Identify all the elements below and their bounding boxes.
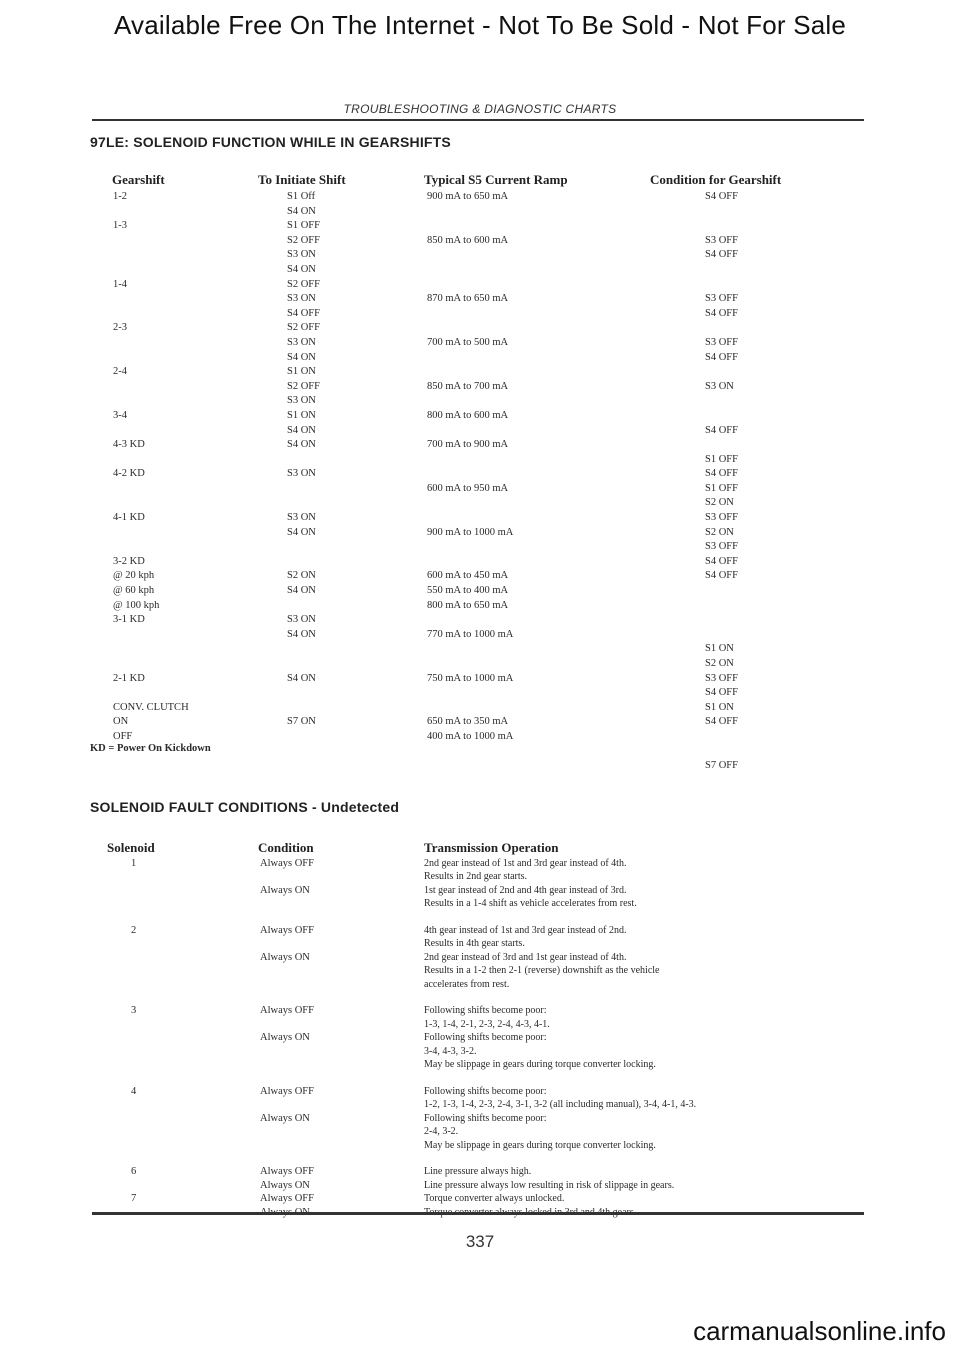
condition-column	[705, 190, 738, 774]
current-ramp-cell: 400 mA to 1000 mA	[427, 730, 514, 742]
initiate-shift-cell: S3 ON	[287, 512, 316, 524]
solenoid-cell	[131, 870, 136, 883]
solenoid-cell	[131, 911, 136, 924]
initiate-shift-cell: S2 OFF	[287, 234, 320, 246]
gearshift-cell	[113, 234, 189, 249]
condition-cell: S4 OFF	[705, 249, 738, 261]
transmission-operation-cell: Results in 4th gear starts.	[424, 938, 525, 950]
gearshift-cell: OFF	[113, 730, 133, 742]
gearshift-cell	[113, 336, 189, 351]
fault-condition-cell: Always ON	[260, 1032, 310, 1044]
condition-cell: S4 OFF	[705, 424, 738, 436]
solenoid-cell	[131, 897, 136, 910]
solenoid-cell	[131, 1098, 136, 1111]
solenoid-cell: 3	[131, 1005, 137, 1017]
initiate-shift-cell	[287, 701, 320, 716]
transmission-operation-cell: Line pressure always high.	[424, 1166, 532, 1178]
column-header-initiate-shift: To Initiate Shift	[258, 172, 346, 187]
transmission-operation-cell: 4th gear instead of 1st and 3rd gear instead of 2nd.	[424, 925, 627, 937]
gearshift-cell	[113, 380, 189, 395]
transmission-operation-cell: 2nd gear instead of 3rd and 1st gear instead of 4th.	[424, 951, 627, 963]
fault-condition-cell	[260, 1072, 314, 1085]
gearshift-cell	[113, 394, 189, 409]
column-header-current-ramp: Typical S5 Current Ramp	[424, 172, 568, 187]
current-ramp-cell	[427, 686, 513, 701]
gearshift-cell	[113, 526, 189, 541]
initiate-shift-cell: S7 ON	[287, 716, 316, 728]
transmission-operation-cell	[424, 911, 696, 924]
fault-condition-cell	[260, 1125, 314, 1138]
condition-cell	[705, 628, 738, 643]
gearshift-cell: 3-2 KD	[113, 555, 145, 567]
gearshift-cell: @ 100 kph	[113, 599, 160, 611]
condition-cell: S2 ON	[705, 658, 734, 669]
gearshift-cell: ON	[113, 716, 129, 728]
initiate-shift-cell: S4 ON	[287, 526, 316, 538]
current-ramp-cell	[427, 511, 513, 526]
condition-cell	[705, 321, 738, 336]
column-header-condition: Condition for Gearshift	[650, 172, 782, 187]
fault-condition-cell: Always ON	[260, 1179, 310, 1191]
solenoid-cell	[131, 1139, 136, 1152]
gearshift-column	[113, 190, 189, 745]
condition-cell	[705, 438, 738, 453]
condition-cell	[705, 745, 738, 760]
current-ramp-cell: 600 mA to 450 mA	[427, 570, 509, 582]
current-ramp-cell: 800 mA to 600 mA	[427, 409, 509, 421]
condition-cell: S4 OFF	[705, 351, 738, 363]
current-ramp-cell	[427, 394, 513, 409]
solenoid-cell	[131, 937, 136, 950]
transmission-operation-cell: 3-4, 4-3, 3-2.	[424, 1045, 477, 1057]
gearshift-cell: @ 60 kph	[113, 585, 155, 597]
solenoid-cell	[131, 1179, 136, 1192]
current-ramp-cell: 700 mA to 500 mA	[427, 336, 509, 348]
gearshift-cell	[113, 453, 189, 468]
gearshift-cell: CONV. CLUTCH	[113, 701, 189, 713]
current-ramp-cell: 900 mA to 1000 mA	[427, 526, 514, 538]
fault-condition-cell: Always OFF	[260, 1193, 314, 1205]
gearshift-cell	[113, 292, 189, 307]
fault-condition-cell	[260, 964, 314, 977]
fault-condition-cell	[260, 1058, 314, 1071]
current-ramp-cell: 700 mA to 900 mA	[427, 439, 509, 451]
fault-condition-cell: Always OFF	[260, 1005, 314, 1017]
condition-cell: S3 OFF	[705, 234, 738, 246]
current-ramp-cell	[427, 540, 513, 555]
gearshift-cell	[113, 686, 189, 701]
fault-condition-cell	[260, 1045, 314, 1058]
condition-cell	[705, 409, 738, 424]
current-ramp-cell	[427, 613, 513, 628]
column-header-solenoid: Solenoid	[107, 840, 155, 855]
initiate-shift-cell: S1 OFF	[287, 220, 320, 232]
fault-condition-column	[260, 857, 314, 1219]
condition-cell: S2 ON	[705, 497, 734, 509]
current-ramp-cell: 550 mA to 400 mA	[427, 585, 509, 597]
transmission-operation-cell	[424, 1072, 696, 1085]
current-ramp-cell	[427, 555, 513, 570]
solenoid-cell	[131, 951, 136, 964]
transmission-operation-cell: May be slippage in gears during torque converter locking.	[424, 1139, 656, 1151]
transmission-operation-cell: 2-4, 3-2.	[424, 1126, 459, 1138]
gearshift-cell: 2-4	[113, 366, 127, 378]
initiate-shift-cell: S4 ON	[287, 439, 316, 451]
condition-cell: S3 OFF	[705, 541, 738, 553]
initiate-shift-cell	[287, 496, 320, 511]
initiate-shift-cell: S2 ON	[287, 570, 316, 582]
initiate-shift-cell: S4 ON	[287, 424, 316, 436]
initiate-shift-cell	[287, 453, 320, 468]
fault-condition-cell: Always OFF	[260, 1085, 314, 1097]
solenoid-cell	[131, 1058, 136, 1071]
solenoid-cell	[131, 1018, 136, 1031]
initiate-shift-cell: S4 ON	[287, 628, 316, 640]
initiate-shift-cell: S1 Off	[287, 191, 316, 202]
solenoid-cell	[131, 1045, 136, 1058]
gearshift-cell	[113, 248, 189, 263]
initiate-shift-cell: S3 ON	[287, 293, 316, 305]
header-rule	[92, 119, 864, 121]
gearshift-cell	[113, 482, 189, 497]
initiate-shift-cell: S3 ON	[287, 614, 316, 626]
current-ramp-cell: 870 mA to 650 mA	[427, 293, 509, 305]
gearshift-cell	[113, 263, 189, 278]
current-ramp-cell	[427, 701, 513, 716]
solenoid-cell: 6	[131, 1166, 137, 1178]
initiate-shift-cell: S4 ON	[287, 585, 316, 597]
initiate-shift-cell: S2 OFF	[287, 278, 320, 290]
transmission-operation-cell: Results in 2nd gear starts.	[424, 871, 528, 883]
condition-cell: S4 OFF	[705, 570, 738, 582]
initiate-shift-cell	[287, 730, 320, 745]
condition-cell	[705, 263, 738, 278]
solenoid-cell	[131, 978, 136, 991]
solenoid-cell	[131, 1072, 136, 1085]
gearshift-cell: 1-2	[113, 191, 127, 202]
solenoid-cell	[131, 1125, 136, 1138]
gearshift-cell	[113, 642, 189, 657]
gearshift-cell: @ 20 kph	[113, 570, 155, 582]
gearshift-cell	[113, 496, 189, 511]
gearshift-cell	[113, 657, 189, 672]
initiate-shift-cell: S2 OFF	[287, 380, 320, 392]
initiate-shift-cell: S2 OFF	[287, 322, 320, 334]
transmission-operation-cell: Following shifts become poor:	[424, 1112, 547, 1124]
fault-condition-cell: Always ON	[260, 951, 310, 963]
condition-cell: S3 OFF	[705, 672, 738, 684]
solenoid-cell: 2	[131, 925, 137, 937]
solenoid-cell	[131, 991, 136, 1004]
initiate-shift-cell	[287, 599, 320, 614]
fault-condition-cell: Always OFF	[260, 858, 314, 869]
current-ramp-cell: 900 mA to 650 mA	[427, 191, 509, 202]
fault-condition-cell	[260, 978, 314, 991]
transmission-operation-cell: Results in a 1-4 shift as vehicle accelerates from rest.	[424, 898, 637, 910]
initiate-shift-cell: S4 OFF	[287, 307, 320, 319]
current-ramp-cell: 800 mA to 650 mA	[427, 599, 509, 611]
gearshift-cell	[113, 351, 189, 366]
transmission-operation-cell: Results in a 1-2 then 2-1 (reverse) downshift as the vehicle	[424, 965, 660, 977]
solenoid-cell	[131, 884, 136, 897]
condition-cell	[705, 584, 738, 599]
condition-cell: S4 OFF	[705, 191, 738, 202]
transmission-operation-cell: 1-2, 1-3, 1-4, 2-3, 2-4, 3-1, 3-2 (all including manual), 3-4, 4-1, 4-3.	[424, 1099, 697, 1111]
page-number: 337	[465, 1232, 495, 1251]
transmission-operation-cell: 1-3, 1-4, 2-1, 2-3, 2-4, 4-3, 4-1.	[424, 1018, 550, 1030]
transmission-operation-cell: 2nd gear instead of 1st and 3rd gear instead of 4th.	[424, 858, 627, 869]
current-ramp-cell: 770 mA to 1000 mA	[427, 628, 514, 640]
transmission-operation-cell: May be slippage in gears during torque converter locking.	[424, 1059, 656, 1071]
initiate-shift-cell: S4 ON	[287, 205, 316, 217]
condition-cell: S1 ON	[705, 643, 734, 655]
condition-cell: S4 OFF	[705, 716, 738, 728]
transmission-operation-cell: Following shifts become poor:	[424, 1085, 547, 1097]
gearshift-cell: 4-1 KD	[113, 512, 145, 524]
initiate-shift-cell	[287, 482, 320, 497]
gearshift-cell: 2-3	[113, 322, 127, 334]
gearshift-cell: 3-4	[113, 409, 127, 421]
fault-condition-cell	[260, 991, 314, 1004]
solenoid-cell: 7	[131, 1193, 137, 1205]
fault-condition-cell	[260, 911, 314, 924]
current-ramp-cell: 650 mA to 350 mA	[427, 716, 509, 728]
initiate-shift-cell: S3 ON	[287, 395, 316, 407]
column-header-transmission-operation: Transmission Operation	[424, 840, 559, 855]
condition-cell: S1 OFF	[705, 453, 738, 465]
condition-cell: S1 OFF	[705, 482, 738, 494]
condition-cell: S3 OFF	[705, 512, 738, 524]
condition-cell	[705, 730, 738, 745]
initiate-shift-cell: S1 ON	[287, 409, 316, 421]
initiate-shift-cell: S1 ON	[287, 366, 316, 378]
condition-cell: S4 OFF	[705, 555, 738, 567]
transmission-operation-column	[424, 857, 696, 1219]
gearshift-cell	[113, 628, 189, 643]
solenoid-cell	[131, 964, 136, 977]
transmission-operation-cell: accelerates from rest.	[424, 978, 510, 990]
transmission-operation-cell	[424, 1152, 696, 1165]
solenoid-cell	[131, 1031, 136, 1044]
gearshift-cell: 2-1 KD	[113, 672, 145, 684]
current-ramp-cell	[427, 424, 513, 439]
gearshift-cell: 1-4	[113, 278, 127, 290]
current-ramp-cell	[427, 263, 513, 278]
fault-condition-cell: Always ON	[260, 884, 310, 896]
fault-condition-cell	[260, 937, 314, 950]
current-ramp-cell	[427, 205, 513, 220]
initiate-shift-cell: S4 ON	[287, 263, 316, 275]
condition-cell	[705, 365, 738, 380]
gearshift-cell: 3-1 KD	[113, 614, 145, 626]
solenoid-cell: 1	[131, 858, 137, 869]
current-ramp-cell	[427, 351, 513, 366]
distribution-banner: Available Free On The Internet - Not To Be Sold - Not For Sale	[113, 10, 847, 40]
fault-condition-cell: Always ON	[260, 1112, 310, 1124]
condition-cell: S7 OFF	[705, 760, 738, 772]
condition-cell: S3 OFF	[705, 336, 738, 348]
current-ramp-cell	[427, 657, 513, 672]
current-ramp-cell	[427, 278, 513, 293]
transmission-operation-cell: Torque converter always unlocked.	[424, 1193, 565, 1205]
gearshift-cell	[113, 424, 189, 439]
fault-condition-cell	[260, 1018, 314, 1031]
current-ramp-cell	[427, 321, 513, 336]
condition-cell: S3 ON	[705, 380, 734, 392]
condition-cell: S2 ON	[705, 526, 734, 538]
current-ramp-cell: 600 mA to 950 mA	[427, 482, 509, 494]
gearshift-cell	[113, 205, 189, 220]
current-ramp-cell	[427, 453, 513, 468]
solenoid-cell	[131, 1112, 136, 1125]
condition-cell	[705, 278, 738, 293]
current-ramp-cell	[427, 467, 513, 482]
footer-rule	[92, 1212, 864, 1215]
initiate-shift-cell	[287, 686, 320, 701]
fault-condition-cell: Always OFF	[260, 925, 314, 937]
fault-condition-cell	[260, 897, 314, 910]
initiate-shift-cell	[287, 657, 320, 672]
condition-cell	[705, 613, 738, 628]
fault-condition-cell	[260, 1139, 314, 1152]
fault-condition-cell	[260, 870, 314, 883]
condition-cell	[705, 394, 738, 409]
page-header: TROUBLESHOOTING & DIAGNOSTIC CHARTS	[343, 102, 617, 116]
section-title-solenoid-function: 97LE: SOLENOID FUNCTION WHILE IN GEARSHIFTS	[90, 134, 451, 150]
current-ramp-cell	[427, 642, 513, 657]
gearshift-cell	[113, 307, 189, 322]
solenoid-cell: 4	[131, 1085, 137, 1097]
condition-cell: S1 ON	[705, 701, 734, 713]
gearshift-cell: 1-3	[113, 220, 127, 232]
initiate-shift-column	[287, 190, 320, 745]
transmission-operation-cell: Following shifts become poor:	[424, 1005, 547, 1017]
fault-condition-cell	[260, 1098, 314, 1111]
current-ramp-column	[427, 190, 513, 745]
gearshift-cell: 4-3 KD	[113, 439, 145, 451]
current-ramp-cell	[427, 365, 513, 380]
initiate-shift-cell	[287, 540, 320, 555]
section-title-fault-conditions: SOLENOID FAULT CONDITIONS - Undetected	[90, 799, 400, 815]
condition-cell: S4 OFF	[705, 468, 738, 480]
initiate-shift-cell: S3 ON	[287, 249, 316, 261]
gearshift-cell	[113, 540, 189, 555]
initiate-shift-cell: S3 ON	[287, 336, 316, 348]
initiate-shift-cell: S4 ON	[287, 672, 316, 684]
fault-condition-cell: Always OFF	[260, 1166, 314, 1178]
condition-cell: S4 OFF	[705, 307, 738, 319]
site-watermark: carmanualsonline.info	[693, 1316, 946, 1346]
current-ramp-cell: 750 mA to 1000 mA	[427, 672, 514, 684]
initiate-shift-cell: S4 ON	[287, 351, 316, 363]
current-ramp-cell	[427, 307, 513, 322]
fault-condition-cell	[260, 1152, 314, 1165]
current-ramp-cell	[427, 248, 513, 263]
condition-cell	[705, 599, 738, 614]
condition-cell	[705, 219, 738, 234]
current-ramp-cell	[427, 219, 513, 234]
column-header-fault-condition: Condition	[258, 840, 314, 855]
condition-cell: S3 OFF	[705, 293, 738, 305]
transmission-operation-cell: Following shifts become poor:	[424, 1032, 547, 1044]
transmission-operation-cell: 1st gear instead of 2nd and 4th gear instead of 3rd.	[424, 884, 627, 896]
transmission-operation-cell: Line pressure always low resulting in risk of slippage in gears.	[424, 1179, 675, 1191]
initiate-shift-cell: S3 ON	[287, 468, 316, 480]
condition-cell	[705, 205, 738, 220]
footnote: KD = Power On Kickdown	[90, 743, 211, 754]
condition-cell: S4 OFF	[705, 687, 738, 699]
column-header-gearshift: Gearshift	[112, 172, 165, 187]
current-ramp-cell: 850 mA to 600 mA	[427, 234, 509, 246]
solenoid-column	[131, 857, 136, 1219]
initiate-shift-cell	[287, 555, 320, 570]
transmission-operation-cell	[424, 991, 696, 1004]
current-ramp-cell	[427, 496, 513, 511]
current-ramp-cell: 850 mA to 700 mA	[427, 380, 509, 392]
gearshift-cell: 4-2 KD	[113, 468, 145, 480]
initiate-shift-cell	[287, 642, 320, 657]
solenoid-cell	[131, 1152, 136, 1165]
